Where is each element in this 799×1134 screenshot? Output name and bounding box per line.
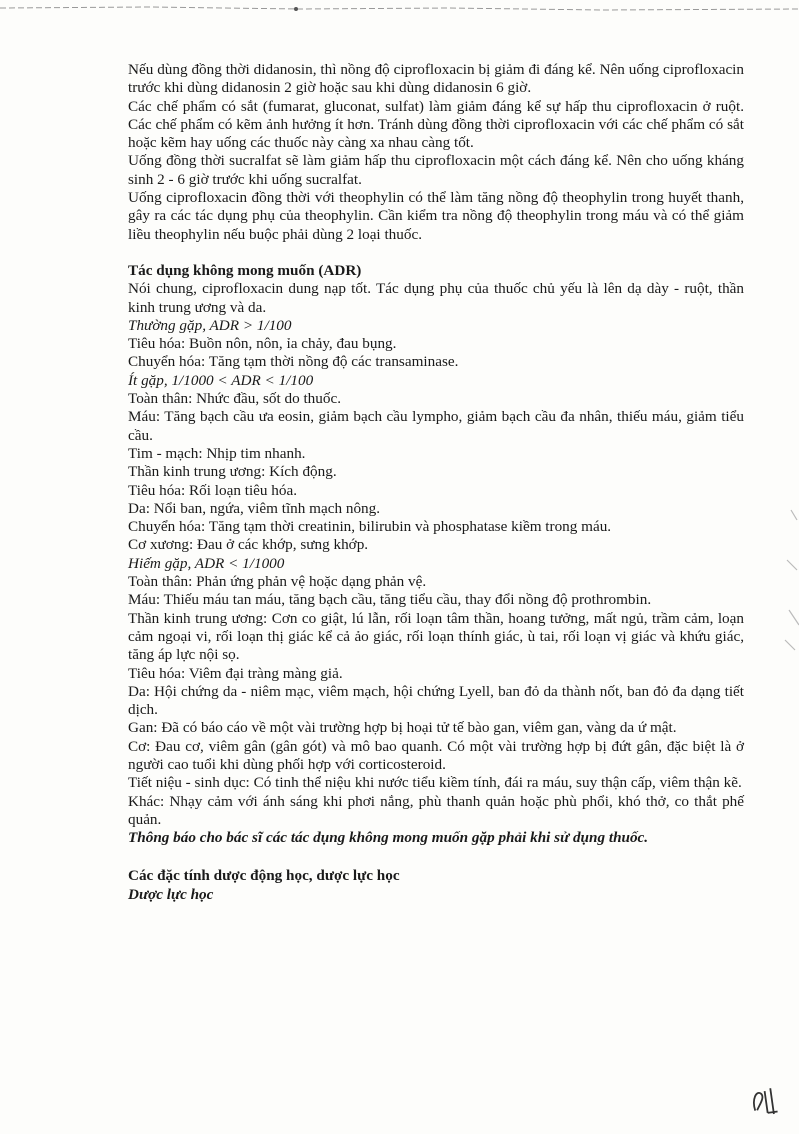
section-heading-adr: Tác dụng không mong muốn (ADR)	[128, 261, 362, 279]
list-item: Khác: Nhạy cảm với ánh sáng khi phơi nắng, phù thanh quản hoặc phù phổi, khó thở, co thắt phế quản.	[128, 792, 744, 828]
list-item: Thần kinh trung ương: Cơn co giật, lú lẫn, rối loạn tâm thần, hoang tưởng, mất ngủ, trầm cảm, loạn cảm ngoại vi, rối loạn thị giác kể cả ảo giác, rối loạn thính giác, ù tai, rối loạn vị giác và khứu giác, tăng áp lực nội sọ.	[128, 609, 744, 664]
list-item: Máu: Tăng bạch cầu ưa eosin, giảm bạch cầu lympho, giảm bạch cầu đa nhân, thiếu máu, giảm tiểu cầu.	[128, 408, 744, 444]
document-page	[128, 61, 744, 904]
list-item: Tim - mạch: Nhịp tim nhanh.	[128, 444, 306, 462]
paragraph-theophylin: Uống ciprofloxacin đồng thời với theophylin có thể làm tăng nồng độ theophylin trong huyết thanh, gây ra các tác dụng phụ của theophylin. Cần kiểm tra nồng độ theophylin trong máu và có thể giảm liều theophylin nếu buộc phải dùng 2 loại thuốc.	[128, 189, 744, 243]
list-item: Da: Nổi ban, ngứa, viêm tĩnh mạch nông.	[128, 499, 381, 517]
subheading-pharmacodynamics: Dược lực học	[128, 885, 214, 903]
list-item: Toàn thân: Nhức đầu, sốt do thuốc.	[128, 390, 342, 408]
scan-edge-right	[777, 500, 799, 660]
notice-statement: Thông báo cho bác sĩ các tác dụng không mong muốn gặp phải khi sử dụng thuốc.	[128, 829, 649, 847]
subheading-rare: Hiếm gặp, ADR < 1/1000	[128, 554, 285, 572]
list-item: Tiêu hóa: Rối loạn tiêu hóa.	[128, 481, 298, 499]
list-item: Máu: Thiếu máu tan máu, tăng bạch cầu, tăng tiểu cầu, thay đổi nồng độ prothrombin.	[128, 591, 652, 609]
paragraph-sucralfat: Uống đồng thời sucralfat sẽ làm giảm hấp thu ciprofloxacin một cách đáng kể. Nên cho uống kháng sinh 2 - 6 giờ trước khi uống sucralfat.	[128, 152, 744, 188]
section-heading-pharmacology: Các đặc tính dược động học, dược lực học	[128, 867, 400, 885]
list-item: Tiêu hóa: Viêm đại tràng màng giả.	[128, 664, 343, 682]
paragraph-adr-intro: Nói chung, ciprofloxacin dung nạp tốt. Tác dụng phụ của thuốc chủ yếu là lên dạ dày - ruột, thần kinh trung ương và da.	[128, 280, 744, 316]
list-item: Da: Hội chứng da - niêm mạc, viêm mạch, hội chứng Lyell, ban đỏ da thành nốt, ban đỏ đa dạng tiết dịch.	[128, 682, 744, 719]
subheading-uncommon: Ít gặp, 1/1000 < ADR < 1/100	[128, 371, 314, 389]
handwritten-page-mark	[746, 1081, 787, 1122]
list-item: Tiết niệu - sinh dục: Có tinh thể niệu khi nước tiểu kiềm tính, đái ra máu, suy thận cấp, viêm thận kẽ.	[128, 774, 742, 792]
scan-edge-top	[0, 0, 799, 20]
list-item: Cơ xương: Đau ở các khớp, sưng khớp.	[128, 536, 369, 554]
paragraph-didanosin: Nếu dùng đồng thời didanosin, thì nồng độ ciprofloxacin bị giảm đi đáng kể. Nên uống ciprofloxacin trước khi dùng didanosin 2 giờ hoặc sau khi dùng didanosin 6 giờ.	[128, 61, 744, 97]
list-item: Thần kinh trung ương: Kích động.	[128, 463, 337, 481]
list-item: Chuyển hóa: Tăng tạm thời nồng độ các transaminase.	[128, 353, 459, 371]
list-item: Gan: Đã có báo cáo về một vài trường hợp bị hoại tử tế bào gan, viêm gan, vàng da ứ mật.	[128, 719, 677, 737]
subheading-common: Thường gặp, ADR > 1/100	[128, 316, 292, 334]
list-item: Tiêu hóa: Buồn nôn, nôn, ỉa chảy, đau bụng.	[128, 335, 397, 353]
paragraph-iron-zinc: Các chế phẩm có sắt (fumarat, gluconat, sulfat) làm giảm đáng kể sự hấp thu ciprofloxacin ở ruột. Các chế phẩm có kẽm ảnh hưởng ít hơn. Tránh dùng đồng thời ciprofloxacin với các chế phẩm có sắt hoặc kẽm hay uống các thuốc này càng xa nhau càng tốt.	[128, 97, 744, 152]
list-item: Toàn thân: Phản ứng phản vệ hoặc dạng phản vệ.	[128, 573, 427, 591]
list-item: Chuyển hóa: Tăng tạm thời creatinin, bilirubin và phosphatase kiềm trong máu.	[128, 518, 612, 536]
list-item: Cơ: Đau cơ, viêm gân (gân gót) và mô bao quanh. Có một vài trường hợp bị đứt gân, đặc biệt là ở người cao tuổi khi dùng phối hợp với corticosteroid.	[128, 737, 744, 773]
